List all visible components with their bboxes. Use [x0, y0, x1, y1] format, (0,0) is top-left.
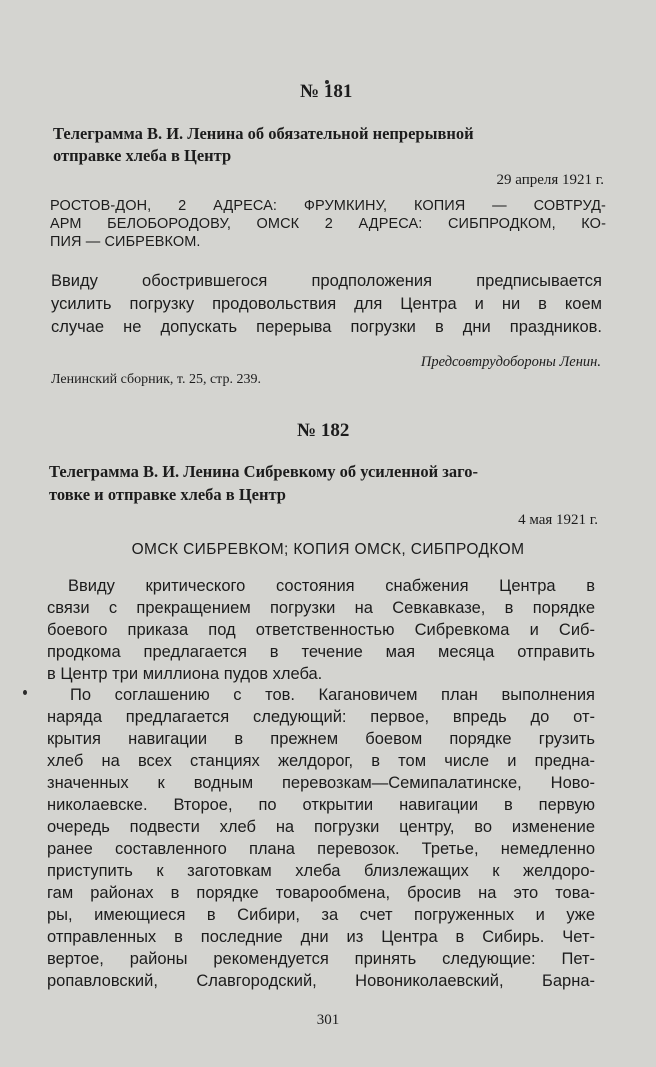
- document-title-line: Телеграмма В. И. Ленина об обязательной непрерывной: [53, 124, 474, 143]
- body-line: ропавловский, Славгородский, Новониколаевский, Барна-: [47, 972, 595, 990]
- body-line: гам районах в порядке товарообмена, бросив на это това-: [47, 884, 595, 902]
- body-line: связи с прекращением погрузки на Севкавказе, в порядке: [47, 599, 595, 617]
- document-number: № 182: [297, 420, 350, 441]
- document-number: № 181: [300, 81, 353, 102]
- body-line: очередь подвести хлеб на погрузки центру, во изменение: [47, 818, 595, 836]
- body-line: крытия навигации в прежнем боевом порядке грузить: [47, 730, 595, 748]
- body-line: Ввиду обострившегося продположения предписывается: [51, 272, 602, 290]
- signature: Предсовтрудобороны Ленин.: [420, 354, 601, 370]
- body-line: Ввиду критического состояния снабжения Центра в: [68, 577, 595, 595]
- body-line: случае не допускать перерыва погрузки в дни праздников.: [51, 318, 602, 336]
- document-title-line: отправке хлеба в Центр: [53, 146, 232, 165]
- document-date: 29 апреля 1921 г.: [496, 172, 604, 188]
- body-line: ры, имеющиеся в Сибири, за счет погруженных и уже: [47, 906, 595, 924]
- body-line: По соглашению с тов. Кагановичем план выполнения: [70, 686, 595, 704]
- body-line: николаевске. Второе, по открытии навигации в первую: [47, 796, 595, 814]
- body-line: вертое, районы рекомендуется принять следующие: Пет-: [47, 950, 595, 968]
- address-line: ОМСК СИБРЕВКОМ; КОПИЯ ОМСК, СИБПРОДКОМ: [131, 541, 525, 558]
- body-line: значенных к водным перевозкам—Семипалатинске, Ново-: [47, 774, 595, 792]
- body-line: отправленных в последние дни из Центра в Сибирь. Чет-: [47, 928, 595, 946]
- body-line: продкома предлагается в течение мая месяца отправить: [47, 643, 595, 661]
- page-number: 301: [316, 1012, 340, 1028]
- address-line: ПИЯ — СИБРЕВКОМ.: [50, 234, 201, 250]
- document-title-line: товке и отправке хлеба в Центр: [49, 485, 286, 504]
- body-line: усилить погрузку продовольствия для Центра и ни в коем: [51, 295, 602, 313]
- print-speck: [23, 690, 27, 695]
- body-line: хлеб на всех станциях желдорог, в том числе и предна-: [47, 752, 595, 770]
- body-line: боевого приказа под ответственностью Сибревкома и Сиб-: [47, 621, 595, 639]
- body-line: в Центр три миллиона пудов хлеба.: [47, 665, 323, 683]
- document-title-line: Телеграмма В. И. Ленина Сибревкому об усиленной заго-: [49, 462, 478, 481]
- document-date: 4 мая 1921 г.: [518, 512, 598, 528]
- body-line: ранее составленного плана перевозок. Третье, немедленно: [47, 840, 595, 858]
- source-reference: Ленинский сборник, т. 25, стр. 239.: [51, 372, 261, 387]
- body-line: приступить к заготовкам хлеба близлежащих к желдоро-: [47, 862, 595, 880]
- address-line: АРМ БЕЛОБОРОДОВУ, ОМСК 2 АДРЕСА: СИБПРОДКОМ, КО-: [50, 216, 606, 232]
- body-line: наряда предлагается следующий: первое, впредь до от-: [47, 708, 595, 726]
- address-line: РОСТОВ-ДОН, 2 АДРЕСА: ФРУМКИНУ, КОПИЯ — СОВТРУД-: [50, 198, 606, 214]
